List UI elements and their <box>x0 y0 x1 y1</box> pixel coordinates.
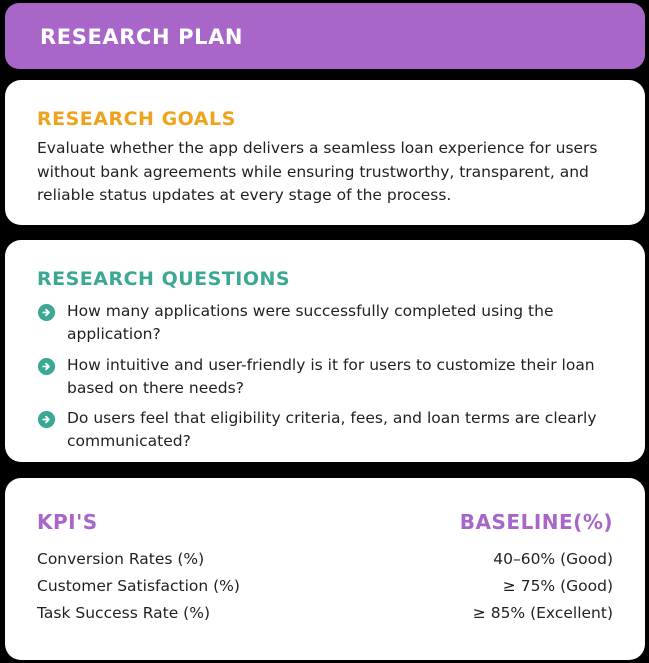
arrow-right-circle-icon <box>37 410 56 429</box>
baseline-title: BASELINE(%) <box>459 510 613 534</box>
kpi-baseline-value: ≥ 75% (Good) <box>502 577 613 595</box>
kpi-title: KPI'S <box>37 510 98 534</box>
table-row <box>37 577 613 595</box>
list-item-text: Do users feel that eligibility criteria, fees, and loan terms are clearly communicated? <box>67 409 597 451</box>
kpi-metric-name: Customer Satisfaction (%) <box>37 577 240 595</box>
kpi-baseline-value: 40–60% (Good) <box>493 550 613 568</box>
research-goals-body: Evaluate whether the app delivers a seamless loan experience for users without bank agreements while ensuring trustworthy, transparent, and reliable status updates at every stage of the process. <box>37 139 598 205</box>
page-title: RESEARCH PLAN <box>40 25 244 49</box>
research-goals-card <box>5 80 645 225</box>
kpi-table <box>37 550 613 631</box>
kpi-card <box>5 478 645 660</box>
list-item-text: How many applications were successfully completed using the application? <box>67 302 554 344</box>
header-banner <box>5 3 645 69</box>
arrow-right-circle-icon <box>37 357 56 376</box>
list-item <box>37 354 629 401</box>
list-item-text: How intuitive and user-friendly is it for users to customize their loan based on there needs? <box>67 355 595 397</box>
kpi-metric-name: Conversion Rates (%) <box>37 550 205 568</box>
research-questions-list <box>37 300 629 461</box>
research-questions-card <box>5 240 645 462</box>
research-questions-title: RESEARCH QUESTIONS <box>37 268 291 290</box>
arrow-right-circle-icon <box>37 303 56 322</box>
kpi-baseline-value: ≥ 85% (Excellent) <box>472 604 613 622</box>
list-item <box>37 407 629 454</box>
table-row <box>37 550 613 568</box>
kpi-metric-name: Task Success Rate (%) <box>37 604 210 622</box>
table-row <box>37 604 613 622</box>
list-item <box>37 300 629 347</box>
research-goals-title: RESEARCH GOALS <box>37 108 236 130</box>
